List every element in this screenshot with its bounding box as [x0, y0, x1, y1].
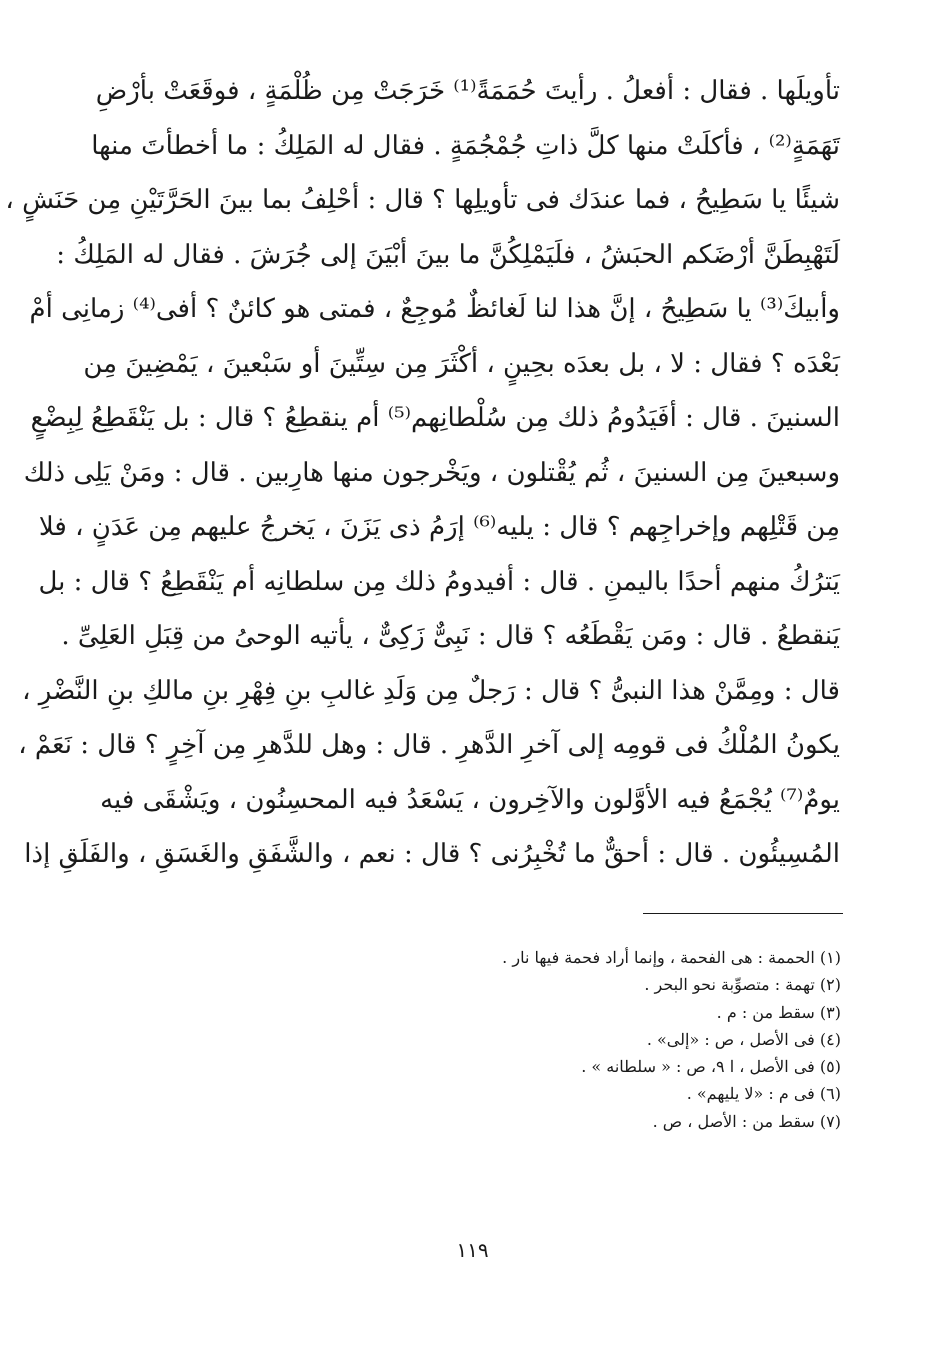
- footnote: (٣) سقط من : م .: [716, 1002, 841, 1022]
- text-line: المُسِيئُون . قال : أحقٌّ ما تُخْبِرُنى ؟ قال : نعم ، والشَّفَقِ والغَسَقِ ، والفَلَقِ إذا: [24, 839, 840, 869]
- text-line: يَترُكُ منهم أحدًا باليمنِ . قال : أفيدومُ ذلك مِن سلطانِه أم يَنْقَطِعُ ؟ قال : بل: [38, 566, 840, 597]
- footnote-separator: [643, 913, 843, 914]
- text-line: وأبيكَ⁽³⁾ يا سَطِيحُ ، إنَّ هذا لنا لَغائظٌ مُوجِعٌ ، فمتى هو كائنٌ ؟ أفى⁽⁴⁾ زمانِى أمْ: [29, 294, 840, 324]
- text-line: تَهَمَةٍ⁽²⁾ ، فأكلَتْ منها كلَّ ذاتِ جُمْجُمَةٍ . فقال له المَلِكُ : ما أخطأتَ منها: [91, 130, 840, 161]
- footnote: (٤) فى الأصل ، ص : «إلى» .: [646, 1029, 841, 1049]
- page-number: ١١٩: [456, 1238, 489, 1262]
- footnote: (٧) سقط من : الأصل ، ص .: [652, 1111, 841, 1131]
- text-line: مِن قَتْلِهم وإخراجِهم ؟ قال : يليه⁽⁶⁾ إرَمُ ذى يَزَنَ ، يَخرجُ عليهم مِن عَدَنٍ ، فلا: [38, 512, 840, 542]
- text-line: تأويلَها . فقال : أفعلُ . رأيتَ حُمَمَةً⁽¹⁾ خَرَجَتْ مِن ظُلْمَةٍ ، فوقَعَتْ بأرْضِ: [95, 76, 840, 106]
- text-line: لَتَهْبِطَنَّ أرْضَكم الحبَشُ ، فلَيَمْلِكُنَّ ما بينَ أبْيَنَ إلى جُرَشَ . فقال له المَلِكُ :: [56, 239, 840, 270]
- text-line: قال : ومِمَّنْ هذا النبىُّ ؟ قال : رَجلٌ مِن وَلَدِ غالبِ بنِ فِهْرِ بنِ مالكِ بنِ النَّضْرِ ،: [22, 675, 840, 706]
- text-line: يَنقطعُ . قال : ومَن يَقْطَعُه ؟ قال : نَبِىٌّ زَكِىٌّ ، يأتيه الوحىُ من قِبَلِ العَلِىِّ .: [61, 621, 840, 651]
- text-line: يكونُ المُلْكُ فى قومِه إلى آخرِ الدَّهرِ . قال : وهل للدَّهرِ مِن آخِرٍ ؟ قال : نَعَمْ ،: [18, 730, 840, 760]
- text-line: وسبعينَ مِن السنينَ ، ثُم يُقْتلون ، ويَخْرجون منها هارِبين . قال : ومَنْ يَلِى ذلك: [23, 457, 840, 488]
- main-text-block: [5, 64, 840, 882]
- footnotes-block: [321, 944, 841, 1135]
- footnote: (٦) فى م : «لا يليهم» .: [686, 1084, 841, 1104]
- footnote: (٥) فى الأصل ، ا ٩، ص : « سلطانه » .: [581, 1057, 841, 1077]
- text-line: بَعْدَه ؟ فقال : لا ، بل بعدَه بحِينٍ ، أكْثَرَ مِن سِتِّينَ أو سَبْعينَ ، يَمْضِينَ مِن: [83, 348, 840, 379]
- text-line: شيئًا يا سَطِيحُ ، فما عندَك فى تأويلِها ؟ قال : أحْلِفُ بما بينَ الحَرَّتَيْنِ مِن حَنَشٍ ،: [5, 185, 840, 215]
- text-line: السنينَ . قال : أفَيَدُومُ ذلك مِن سُلْطانِهم⁽⁵⁾ أم ينقطِعُ ؟ قال : بل يَنْقَطِعُ لِبِضْعٍ: [30, 403, 840, 433]
- footnote: (١) الحممة : هى الفحمة ، وإنما أراد فحمة فيها نار .: [502, 948, 841, 967]
- footnote: (٢) تهمة : متصوِّبة نحو البحر .: [644, 975, 841, 995]
- text-line: يومٌ⁽⁷⁾ يُجْمَعُ فيه الأوَّلون والآخِرون ، يَسْعَدُ فيه المحسِنُون ، ويَشْقَى فيه: [100, 784, 840, 815]
